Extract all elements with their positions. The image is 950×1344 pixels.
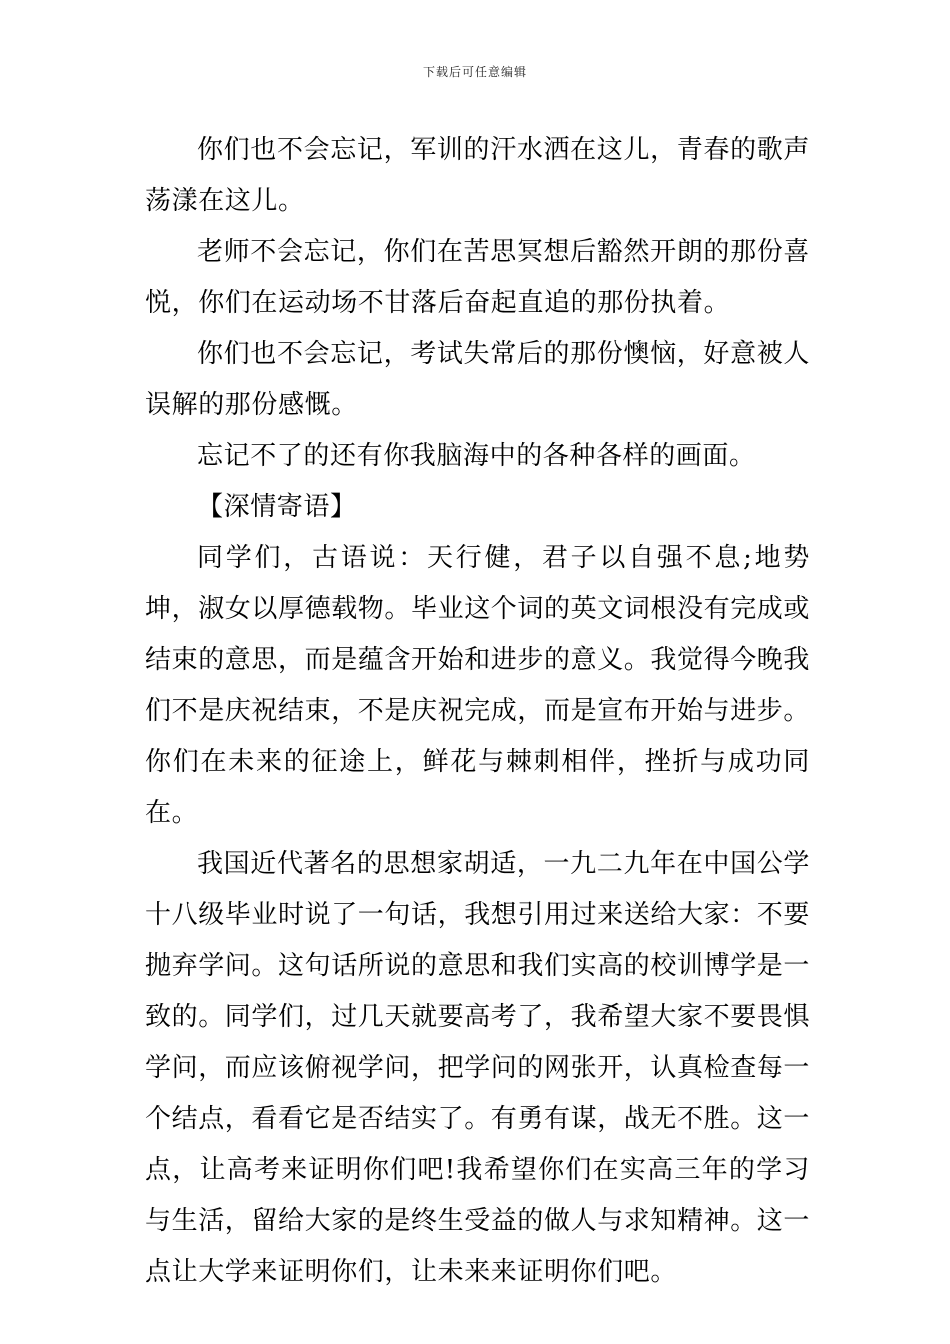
paragraph-7: 我国近代著名的思想家胡适，一九二九年在中国公学十八级毕业时说了一句话，我想引用过来送给大家：不要抛弃学问。这句话所说的意思和我们实高的校训博学是一致的。同学们，过几天就要高考了，我希望大家不要畏惧学问，而应该俯视学问，把学问的网张开，认真检查每一个结点，看看它是否结实了。有勇有谋，战无不胜。这一点，让高考来证明你们吧!我希望你们在实高三年的学习与生活，留给大家的是终生受益的做人与求知精神。这一点让大学来证明你们，让未来来证明你们吧。	[145, 849, 811, 1287]
paragraph-3: 你们也不会忘记，考试失常后的那份懊恼，好意被人误解的那份感慨。	[145, 339, 810, 420]
paragraph-2: 老师不会忘记，你们在苦思冥想后豁然开朗的那份喜悦，你们在运动场不甘落后奋起直追的那份执着。	[145, 237, 810, 318]
page-header-note: 下载后可任意编辑	[422, 65, 527, 79]
paragraph-1: 你们也不会忘记，军训的汗水洒在这儿，青春的歌声荡漾在这儿。	[145, 135, 810, 216]
paragraph-4: 忘记不了的还有你我脑海中的各种各样的画面。	[197, 441, 756, 471]
document-body	[145, 125, 810, 1298]
paragraph-6: 同学们，古语说：天行健，君子以自强不息;地势坤，淑女以厚德载物。毕业这个词的英文词根没有完成或结束的意思，而是蕴含开始和进步的意义。我觉得今晚我们不是庆祝结束，不是庆祝完成，而是宣布开始与进步。你们在未来的征途上，鲜花与棘刺相伴，挫折与成功同在。	[145, 543, 811, 828]
section-heading: 【深情寄语】	[197, 492, 357, 522]
